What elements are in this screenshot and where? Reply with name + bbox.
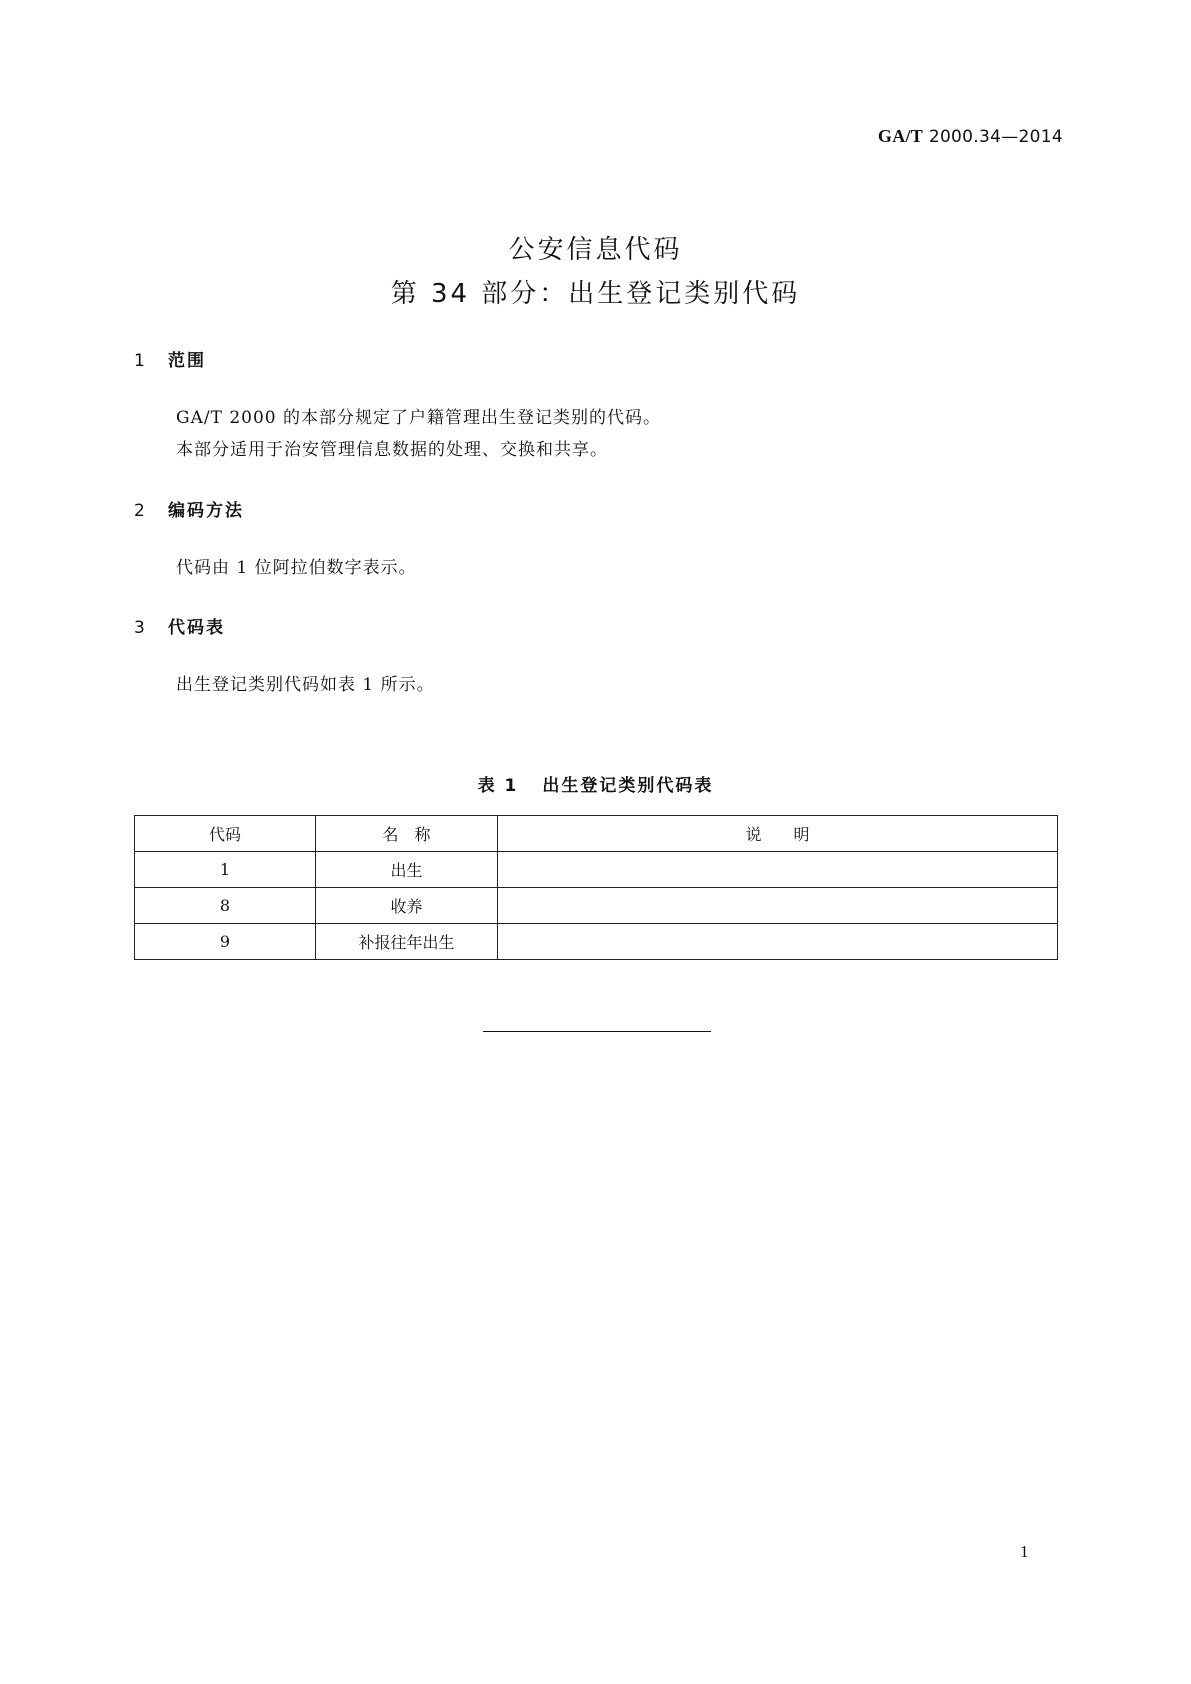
table-row	[135, 888, 1058, 924]
code-table	[134, 815, 1058, 960]
document-title	[0, 228, 1191, 316]
table-header-row	[135, 816, 1058, 852]
table-header-cell: 代码	[135, 816, 316, 852]
standard-prefix: GA/T	[877, 126, 924, 146]
page-number: 1	[1020, 1542, 1029, 1561]
end-of-document-rule	[483, 1031, 711, 1032]
section-number: 3	[134, 618, 147, 638]
table-cell: 1	[135, 852, 316, 888]
table-caption	[0, 771, 1191, 796]
standard-number: 2000.34—2014	[928, 127, 1063, 147]
table-cell: 9	[135, 924, 316, 960]
table-caption-title: 出生登记类别代码表	[542, 776, 714, 796]
table-row	[135, 924, 1058, 960]
section-title: 范围	[168, 351, 206, 371]
table-caption-label: 表 1	[477, 776, 519, 796]
table-header-cell: 名 称	[316, 816, 498, 852]
section-heading-scope	[134, 346, 206, 371]
title-line-1: 公安信息代码	[508, 235, 683, 265]
section-number: 1	[134, 351, 147, 371]
section-title: 代码表	[168, 618, 225, 638]
section-heading-code-table	[134, 613, 225, 638]
title-line-2: 第 34 部分：出生登记类别代码	[390, 279, 801, 309]
table-header-cell: 说 明	[498, 816, 1058, 852]
table-cell	[498, 924, 1058, 960]
standard-code-header	[878, 126, 1063, 147]
table-cell: 出生	[316, 852, 498, 888]
paragraph: 出生登记类别代码如表 1 所示。	[176, 675, 435, 695]
table-cell: 收养	[316, 888, 498, 924]
paragraph: 代码由 1 位阿拉伯数字表示。	[176, 558, 417, 578]
paragraph: 本部分适用于治安管理信息数据的处理、交换和共享。	[176, 440, 608, 460]
section-number: 2	[134, 501, 147, 521]
table-cell: 8	[135, 888, 316, 924]
table-row	[135, 852, 1058, 888]
table-cell: 补报往年出生	[316, 924, 498, 960]
paragraph: GA/T 2000 的本部分规定了户籍管理出生登记类别的代码。	[176, 408, 661, 428]
section-title: 编码方法	[168, 501, 244, 521]
section-heading-coding-method	[134, 496, 244, 521]
table-cell	[498, 888, 1058, 924]
table-cell	[498, 852, 1058, 888]
